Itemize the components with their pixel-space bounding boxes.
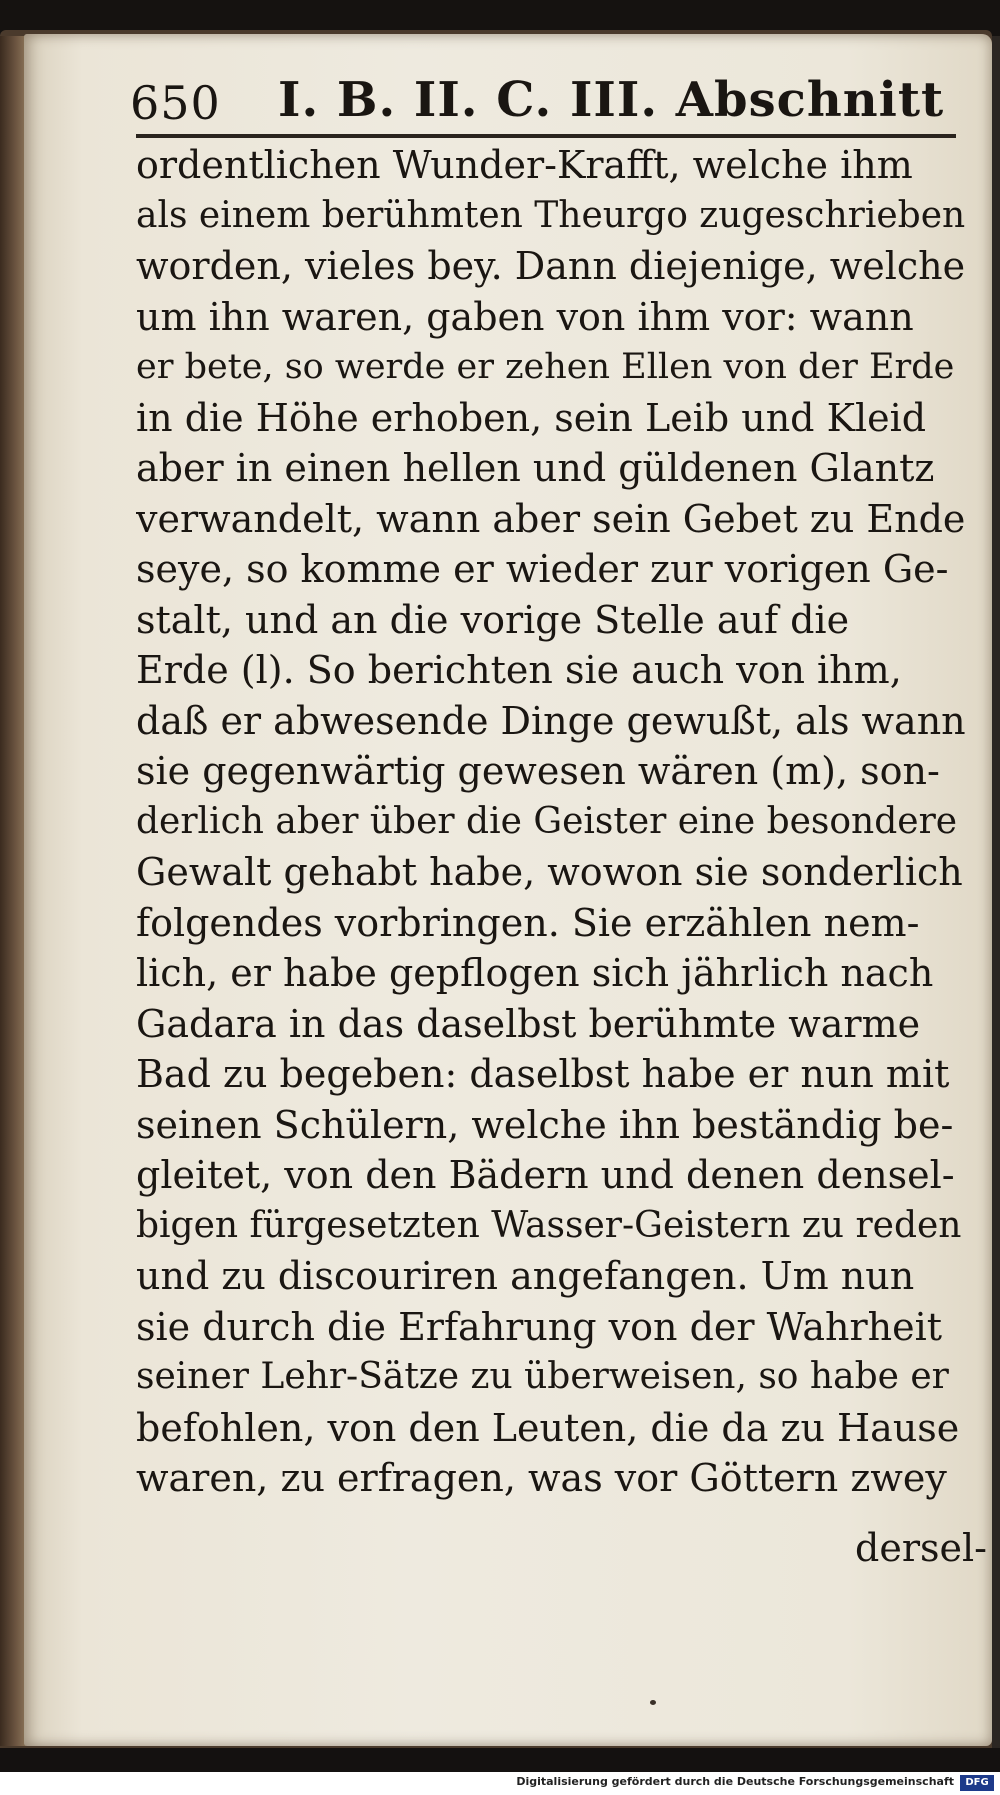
text-line: daß er abwesende Dinge gewußt, als wann — [136, 698, 966, 743]
ink-speck — [650, 1700, 656, 1705]
text-line: Bad zu begeben: daselbst habe er nun mit — [136, 1052, 950, 1096]
scan-bottom-edge — [0, 1748, 1000, 1772]
text-line: bigen fürgesetzten Wasser-Geistern zu reden — [136, 1204, 962, 1246]
dfg-credit-text: Digitalisierung gefördert durch die Deutsche Forschungsgemeinschaft — [516, 1775, 954, 1788]
text-line: um ihn waren, gaben von ihm vor: wann — [136, 294, 914, 339]
page-number: 650 — [130, 76, 221, 130]
text-line: Gewalt gehabt habe, wowon sie sonderlich — [136, 850, 963, 894]
text-line: seiner Lehr-Sätze zu überweisen, so habe er — [136, 1356, 949, 1397]
catchword: dersel- — [855, 1526, 987, 1570]
text-line: seinen Schülern, welche ihn beständig be- — [136, 1102, 954, 1147]
book-spine — [0, 36, 26, 1746]
text-line: und zu discouriren angefangen. Um nun — [136, 1254, 915, 1298]
body-text — [136, 140, 966, 1504]
text-line: in die Höhe erhoben, sein Leib und Kleid — [136, 395, 927, 440]
text-line: ordentlichen Wunder-Krafft, welche ihm — [136, 143, 913, 187]
text-line: verwandelt, wann aber sein Gebet zu Ende — [136, 496, 966, 541]
text-line: seye, so komme er wieder zur vorigen Ge- — [136, 547, 949, 591]
digitization-footer — [0, 1772, 1000, 1795]
text-line: waren, zu erfragen, was vor Göttern zwey — [136, 1456, 947, 1500]
text-line: sie gegenwärtig gewesen wären (m), son- — [136, 749, 940, 793]
text-line: aber in einen hellen und güldenen Glantz — [136, 446, 935, 490]
dfg-logo: DFG — [960, 1775, 994, 1791]
text-line: sie durch die Erfahrung von der Wahrheit — [136, 1304, 943, 1349]
text-line: gleitet, von den Bädern und denen densel- — [136, 1153, 955, 1197]
text-line: lich, er habe gepflogen sich jährlich nach — [136, 951, 934, 995]
text-line: er bete, so werde er zehen Ellen von der Erde — [136, 347, 955, 387]
text-line: Erde (l). So berichten sie auch von ihm, — [136, 648, 902, 692]
running-head: I. B. II. C. III. Abschnitt — [278, 72, 945, 128]
text-line: folgendes vorbringen. Sie erzählen nem- — [136, 900, 920, 945]
header-rule — [136, 134, 956, 138]
text-line: Gadara in das daselbst berühmte warme — [136, 1001, 921, 1046]
text-line: als einem berühmten Theurgo zugeschrieben — [136, 194, 966, 236]
text-line: befohlen, von den Leuten, die da zu Hause — [136, 1405, 960, 1450]
page-header — [130, 72, 950, 132]
text-line: worden, vieles bey. Dann diejenige, welche — [136, 244, 966, 288]
text-line: derlich aber über die Geister eine besondere — [136, 800, 958, 842]
text-line: stalt, und an die vorige Stelle auf die — [136, 597, 850, 642]
